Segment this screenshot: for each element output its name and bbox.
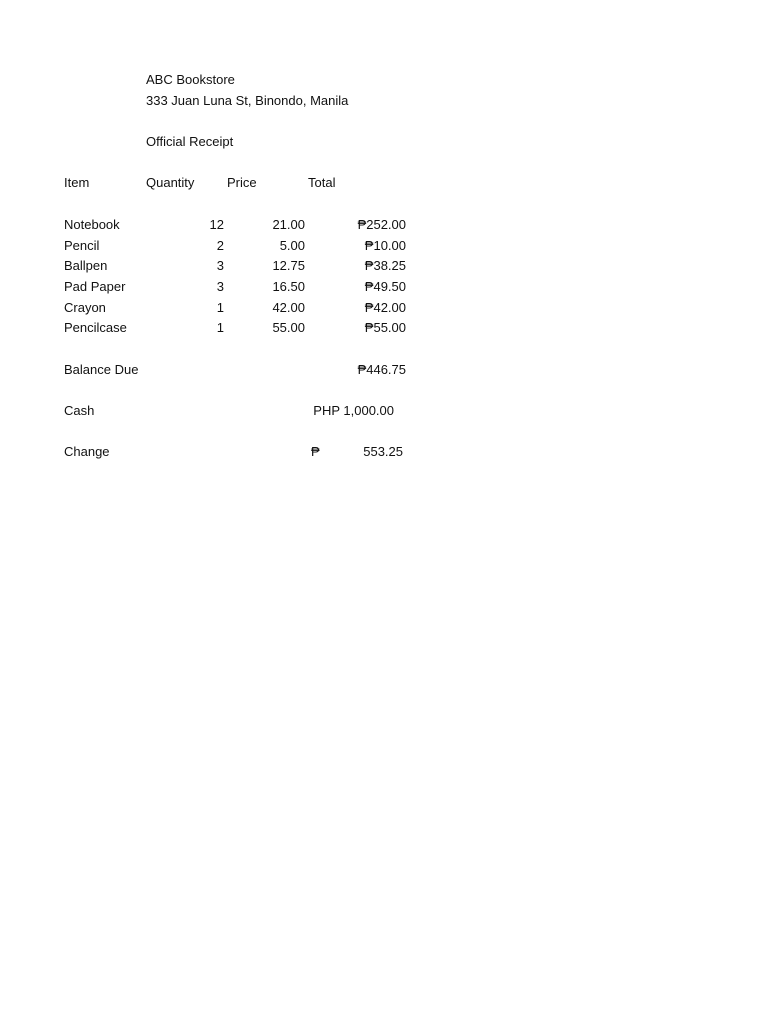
item-total: ₱252.00 [357, 217, 406, 232]
cash-label: Cash [64, 403, 95, 418]
item-quantity: 2 [216, 238, 224, 253]
item-name: Notebook [64, 217, 120, 232]
store-name: ABC Bookstore [146, 72, 235, 87]
item-total: ₱10.00 [364, 238, 406, 253]
item-price: 42.00 [272, 300, 305, 315]
balance-due-value: ₱446.75 [357, 362, 406, 377]
item-quantity: 1 [216, 300, 224, 315]
item-total: ₱42.00 [364, 300, 406, 315]
item-price: 12.75 [272, 258, 305, 273]
item-quantity: 3 [216, 279, 224, 294]
item-name: Pencil [64, 238, 100, 253]
store-address: 333 Juan Luna St, Binondo, Manila [146, 93, 349, 108]
item-quantity: 3 [216, 258, 224, 273]
header-price: Price [227, 175, 257, 190]
item-total: ₱49.50 [364, 279, 406, 294]
item-name: Pencilcase [64, 320, 127, 335]
item-total: ₱38.25 [364, 258, 406, 273]
item-quantity: 1 [216, 320, 224, 335]
change-label: Change [64, 444, 110, 459]
item-total: ₱55.00 [364, 320, 406, 335]
item-quantity: 12 [209, 217, 224, 232]
change-value: 553.25 [363, 444, 403, 459]
item-name: Crayon [64, 300, 106, 315]
receipt-title: Official Receipt [146, 134, 234, 149]
item-name: Pad Paper [64, 279, 126, 294]
item-name: Ballpen [64, 258, 108, 273]
item-price: 5.00 [279, 238, 305, 253]
item-price: 21.00 [272, 217, 305, 232]
header-quantity: Quantity [146, 175, 195, 190]
change-currency-symbol: ₱ [311, 444, 320, 459]
cash-value: PHP 1,000.00 [313, 403, 394, 418]
item-price: 55.00 [272, 320, 305, 335]
item-price: 16.50 [272, 279, 305, 294]
header-total: Total [308, 175, 336, 190]
header-item: Item [64, 175, 90, 190]
balance-due-label: Balance Due [64, 362, 139, 377]
